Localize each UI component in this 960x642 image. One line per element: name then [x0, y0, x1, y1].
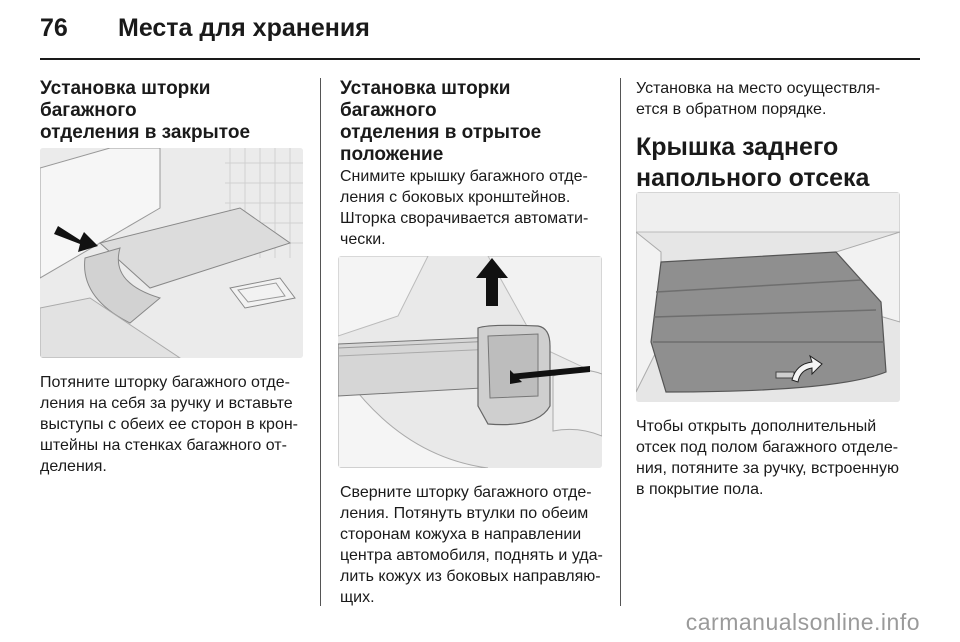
page-number: 76: [40, 14, 68, 42]
text-line: штейны на стенках багажного от-: [40, 437, 287, 454]
section-heading: [340, 78, 612, 166]
heading-line: Крышка заднего: [636, 133, 839, 161]
column-3: [636, 78, 920, 194]
page-header: [40, 14, 370, 44]
heading-line: Установка шторки багажного: [40, 78, 211, 121]
section-heading: [636, 132, 920, 194]
cover-removal-illustration: [338, 256, 602, 468]
text-line: Чтобы открыть дополнительный: [636, 418, 877, 435]
text-line: сторонам кожуха в направлении: [340, 526, 582, 543]
text-line: Сверните шторку багажного отде-: [340, 484, 592, 501]
heading-line: Установка шторки багажного: [340, 78, 511, 121]
text-line: лить кожух из боковых направляю-: [340, 568, 601, 585]
column-separator: [620, 78, 621, 606]
cover-closed-illustration: [40, 148, 303, 358]
heading-line: отделения в отрытое: [340, 122, 542, 143]
text-line: в покрытие пола.: [636, 481, 764, 498]
column-1-body: [40, 372, 308, 477]
text-line: ления на себя за ручку и вставьте: [40, 395, 293, 412]
text-line: центра автомобиля, поднять и уда-: [340, 547, 603, 564]
text-line: ется в обратном порядке.: [636, 101, 827, 118]
paragraph: [340, 482, 612, 608]
paragraph: [636, 78, 920, 120]
paragraph: [40, 372, 308, 477]
heading-line: отделения в закрытое: [40, 122, 251, 143]
text-line: Снимите крышку багажного отде-: [340, 168, 588, 185]
column-2-body: [340, 482, 612, 608]
text-line: ления. Потянуть втулки по обеим: [340, 505, 589, 522]
paragraph: [340, 166, 612, 250]
heading-line: положение: [340, 144, 444, 165]
text-line: Установка на место осуществля-: [636, 80, 881, 97]
text-line: ления с боковых кронштейнов.: [340, 189, 571, 206]
heading-line: напольного отсека: [636, 164, 870, 192]
paragraph: [636, 416, 920, 500]
header-rule: [40, 58, 920, 60]
text-line: ния, потяните за ручку, встроенную: [636, 460, 900, 477]
text-line: Потяните шторку багажного отде-: [40, 374, 290, 391]
text-line: отсек под полом багажного отделе-: [636, 439, 899, 456]
text-line: чески.: [340, 231, 386, 248]
watermark: carmanualsonline.info: [685, 609, 920, 635]
text-line: щих.: [340, 589, 375, 606]
text-line: Шторка сворачивается автомати-: [340, 210, 589, 227]
column-separator: [320, 78, 321, 606]
text-line: выступы с обеих ее сторон в крон-: [40, 416, 298, 433]
chapter-title: Места для хранения: [118, 14, 370, 42]
floor-compartment-illustration: [636, 192, 900, 402]
text-line: деления.: [40, 458, 107, 475]
column-3-body: [636, 416, 920, 500]
